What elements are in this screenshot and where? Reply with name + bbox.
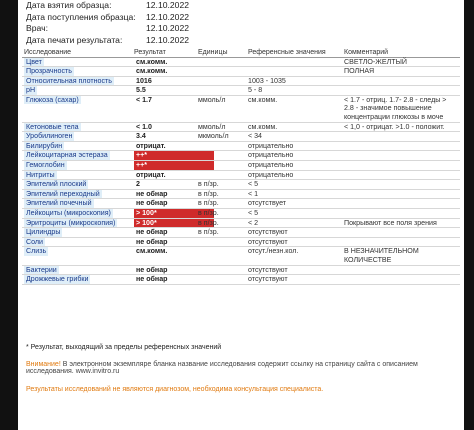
test-reference: < 5 xyxy=(246,209,342,219)
test-name xyxy=(22,228,132,238)
test-result xyxy=(132,151,196,161)
results-table xyxy=(22,44,460,285)
test-reference: 5 - 8 xyxy=(246,86,342,96)
attention-note xyxy=(26,361,464,375)
table-row xyxy=(22,170,460,180)
test-name xyxy=(22,57,132,67)
table-row xyxy=(22,76,460,86)
table-row xyxy=(22,151,460,161)
test-name xyxy=(22,180,132,190)
test-comment: < 1.7 - отриц. 1.7- 2.8 - следы > 2.8 - значимое повышение концентрации глюкозы в моче xyxy=(342,95,460,122)
test-name-text: Соли xyxy=(26,237,44,246)
test-reference: см.комм. xyxy=(246,95,342,122)
test-reference xyxy=(246,67,342,77)
out-of-range-note: * Результат, выходящий за пределы референсных значений xyxy=(26,344,222,351)
out-of-range-result: ++* xyxy=(134,151,214,160)
test-reference: отрицательно xyxy=(246,141,342,151)
test-unit: в п/зр. xyxy=(196,228,246,238)
test-name-text: Гемоглобин xyxy=(26,161,65,170)
test-result xyxy=(132,189,196,199)
test-result xyxy=(132,76,196,86)
attention-label: Внимание! xyxy=(26,361,61,368)
test-name-text: Бактерии xyxy=(26,265,57,274)
result-value: не обнар xyxy=(136,275,168,284)
test-name xyxy=(22,67,132,77)
test-name-text: Кетоновые тела xyxy=(26,122,79,131)
test-reference: отсутствует xyxy=(246,199,342,209)
test-comment: < 1,0 - отрицат. >1.0 - положит. xyxy=(342,122,460,132)
meta-value: 12.10.2022 xyxy=(146,34,190,45)
table-row xyxy=(22,161,460,171)
test-name xyxy=(22,275,132,285)
test-name-text: Эпителий переходный xyxy=(26,189,100,198)
table-row xyxy=(22,132,460,142)
col-header-units: Единицы xyxy=(196,44,246,57)
test-name xyxy=(22,132,132,142)
test-comment xyxy=(342,228,460,238)
test-unit: в п/зр. xyxy=(196,180,246,190)
test-result xyxy=(132,180,196,190)
result-value: см.комм. xyxy=(136,57,168,66)
result-value: см.комм. xyxy=(136,67,168,76)
results-header-row xyxy=(22,44,460,57)
result-value: 5.5 xyxy=(136,86,146,95)
test-name-text: Прозрачность xyxy=(26,67,72,76)
test-name-text: Цвет xyxy=(26,57,42,66)
test-comment xyxy=(342,151,460,161)
test-name xyxy=(22,237,132,247)
test-comment: Покрывают все поля зрения xyxy=(342,218,460,228)
test-result xyxy=(132,237,196,247)
table-row xyxy=(22,122,460,132)
test-name xyxy=(22,151,132,161)
test-unit: в п/зр. xyxy=(196,199,246,209)
test-unit xyxy=(196,275,246,285)
test-unit xyxy=(196,57,246,67)
test-result xyxy=(132,95,196,122)
col-header-test: Исследование xyxy=(22,44,132,57)
table-row xyxy=(22,228,460,238)
table-row xyxy=(22,67,460,77)
test-reference: отсутствуют xyxy=(246,275,342,285)
table-row xyxy=(22,275,460,285)
test-name xyxy=(22,209,132,219)
meta-row xyxy=(26,23,326,35)
test-name xyxy=(22,122,132,132)
test-result xyxy=(132,265,196,275)
result-value: отрицат. xyxy=(136,141,166,150)
sample-meta xyxy=(26,0,326,46)
test-result xyxy=(132,122,196,132)
test-comment xyxy=(342,237,460,247)
result-value: см.комм. xyxy=(136,247,168,256)
col-header-reference: Референсные значения xyxy=(246,44,342,57)
test-comment xyxy=(342,161,460,171)
test-comment xyxy=(342,209,460,219)
test-name-text: Эпителий плоский xyxy=(26,180,87,189)
test-unit xyxy=(196,170,246,180)
test-result xyxy=(132,67,196,77)
test-name xyxy=(22,170,132,180)
test-name-text: Уробилиноген xyxy=(26,132,73,141)
meta-row xyxy=(26,12,326,24)
table-row xyxy=(22,199,460,209)
test-reference: отрицательно xyxy=(246,151,342,161)
test-reference: < 34 xyxy=(246,132,342,142)
test-unit xyxy=(196,237,246,247)
col-header-result: Результат xyxy=(132,44,196,57)
test-unit: в п/зр. xyxy=(196,209,246,219)
test-name xyxy=(22,76,132,86)
meta-value: 12.10.2022 xyxy=(146,11,190,22)
test-result xyxy=(132,275,196,285)
result-value: не обнар xyxy=(136,237,168,246)
test-reference xyxy=(246,57,342,67)
result-value: отрицат. xyxy=(136,170,166,179)
test-result xyxy=(132,57,196,67)
test-comment xyxy=(342,86,460,96)
table-row xyxy=(22,86,460,96)
table-row xyxy=(22,180,460,190)
result-value: не обнар xyxy=(136,265,168,274)
test-reference: < 5 xyxy=(246,180,342,190)
result-value: не обнар xyxy=(136,199,168,208)
test-result xyxy=(132,218,196,228)
test-unit xyxy=(196,265,246,275)
test-name-text: Билирубин xyxy=(26,141,63,150)
test-name-text: Глюкоза (сахар) xyxy=(26,95,79,104)
meta-label: Дата печати результата: xyxy=(26,34,123,45)
test-comment xyxy=(342,199,460,209)
test-unit xyxy=(196,76,246,86)
test-name-text: Слизь xyxy=(26,247,47,256)
test-reference: отсутствуют xyxy=(246,237,342,247)
test-comment xyxy=(342,180,460,190)
test-name xyxy=(22,95,132,122)
test-name-text: Лейкоцитарная эстераза xyxy=(26,151,108,160)
test-name-text: Эритроциты (микроскопия) xyxy=(26,218,116,227)
out-of-range-result: ++* xyxy=(134,161,214,170)
meta-value: 12.10.2022 xyxy=(146,0,190,10)
table-row xyxy=(22,141,460,151)
table-row xyxy=(22,265,460,275)
test-name xyxy=(22,141,132,151)
meta-row xyxy=(26,0,326,12)
test-name-text: Лейкоциты (микроскопия) xyxy=(26,209,111,217)
test-name xyxy=(22,199,132,209)
test-name-text: Дрожжевые грибки xyxy=(26,275,89,284)
test-name xyxy=(22,161,132,171)
test-comment: СВЕТЛО-ЖЕЛТЫЙ xyxy=(342,57,460,67)
test-reference: отсутствуют xyxy=(246,228,342,238)
result-value: 2 xyxy=(136,180,140,189)
test-unit xyxy=(196,67,246,77)
table-row xyxy=(22,247,460,265)
test-unit: ммоль/л xyxy=(196,95,246,122)
lab-report-sheet xyxy=(18,0,464,430)
table-row xyxy=(22,95,460,122)
test-name xyxy=(22,265,132,275)
test-comment xyxy=(342,170,460,180)
test-reference: см.комм. xyxy=(246,122,342,132)
meta-label: Дата взятия образца: xyxy=(26,0,112,10)
test-comment: ПОЛНАЯ xyxy=(342,67,460,77)
table-row xyxy=(22,57,460,67)
test-result xyxy=(132,247,196,265)
result-value: 3.4 xyxy=(136,132,146,141)
test-unit: в п/зр. xyxy=(196,218,246,228)
test-result xyxy=(132,228,196,238)
test-result xyxy=(132,141,196,151)
test-reference: < 2 xyxy=(246,218,342,228)
test-comment xyxy=(342,76,460,86)
test-result xyxy=(132,199,196,209)
result-value: не обнар xyxy=(136,189,168,198)
col-header-comment: Комментарий xyxy=(342,44,460,57)
out-of-range-result: > 100* xyxy=(134,219,214,228)
test-comment xyxy=(342,275,460,285)
result-value: не обнар xyxy=(136,228,168,237)
test-reference: отрицательно xyxy=(246,170,342,180)
test-unit: в п/зр. xyxy=(196,189,246,199)
test-reference: < 1 xyxy=(246,189,342,199)
test-name xyxy=(22,218,132,228)
test-unit xyxy=(196,247,246,265)
meta-label: Врач: xyxy=(26,23,48,34)
table-row xyxy=(22,237,460,247)
test-reference: отсут./незн.кол. xyxy=(246,247,342,265)
test-reference: 1003 - 1035 xyxy=(246,76,342,86)
test-result xyxy=(132,132,196,142)
test-name xyxy=(22,247,132,265)
test-reference: отрицательно xyxy=(246,161,342,171)
test-reference: отсутствуют xyxy=(246,265,342,275)
table-row xyxy=(22,189,460,199)
table-row xyxy=(22,218,460,228)
test-name xyxy=(22,86,132,96)
test-name-text: Нитриты xyxy=(26,170,55,179)
test-name-text: Эпителий почечный xyxy=(26,199,92,208)
attention-text: В электронном экземпляре бланка название исследования содержит ссылку на страницу сайта с описанием исследования. www.invitro.ru xyxy=(26,361,418,375)
test-result xyxy=(132,170,196,180)
test-unit xyxy=(196,86,246,96)
table-row xyxy=(22,209,460,219)
test-name-text: Цилиндры xyxy=(26,228,61,237)
meta-value: 12.10.2022 xyxy=(146,23,190,34)
test-comment: В НЕЗНАЧИТЕЛЬНОМ КОЛИЧЕСТВЕ xyxy=(342,247,460,265)
test-result xyxy=(132,161,196,171)
test-name-text: Относительная плотность xyxy=(26,76,112,85)
test-result xyxy=(132,209,196,219)
test-comment xyxy=(342,189,460,199)
result-value: < 1.0 xyxy=(136,122,152,131)
test-unit: ммоль/л xyxy=(196,122,246,132)
test-name xyxy=(22,189,132,199)
test-comment xyxy=(342,141,460,151)
test-unit: мкмоль/л xyxy=(196,132,246,142)
test-comment xyxy=(342,132,460,142)
out-of-range-result: > 100* xyxy=(134,209,214,218)
result-value: < 1.7 xyxy=(136,95,152,104)
test-name-text: pH xyxy=(26,86,36,95)
disclaimer: Результаты исследований не являются диагнозом, необходима консультация специалиста. xyxy=(26,386,324,393)
meta-label: Дата поступления образца: xyxy=(26,11,136,22)
test-comment xyxy=(342,265,460,275)
test-result xyxy=(132,86,196,96)
test-unit xyxy=(196,141,246,151)
result-value: 1016 xyxy=(136,76,152,85)
